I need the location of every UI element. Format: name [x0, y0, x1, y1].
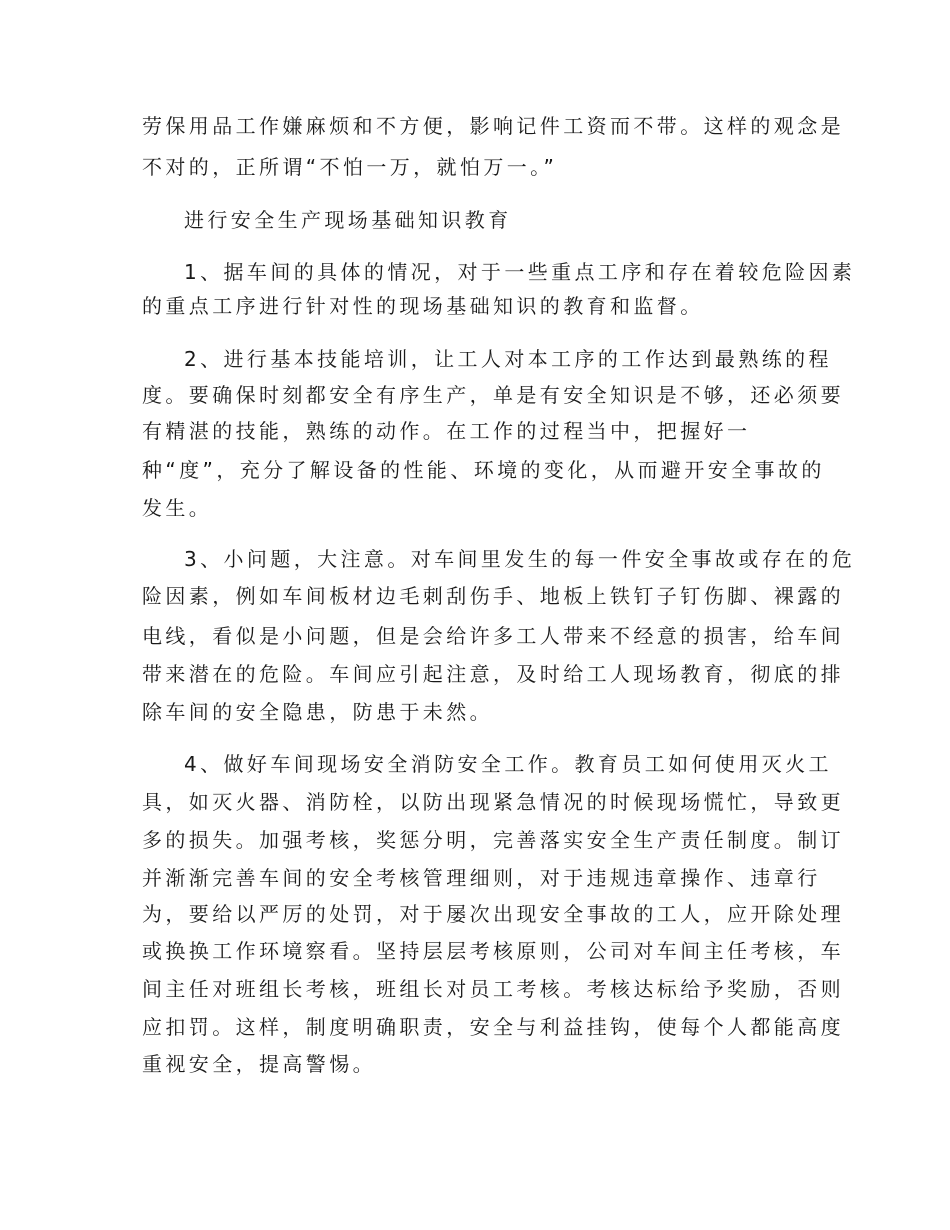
paragraph-line: 不对的，正所谓“不怕一万，就怕万一。” [142, 155, 558, 179]
paragraph-line: 电线，看似是小问题，但是会给许多工人带来不经意的损害，给车间 [142, 624, 844, 648]
paragraph-line: 有精湛的技能，熟练的动作。在工作的过程当中，把握好一 [142, 419, 751, 443]
section-heading: 进行安全生产现场基础知识教育 [184, 208, 512, 232]
paragraph-line: 并渐渐完善车间的安全考核管理细则，对于违规违章操作、违章行 [142, 866, 821, 890]
paragraph-line: 种“度”，充分了解设备的性能、环境的变化，从而避开安全事故的 [142, 458, 825, 482]
paragraph-line: 发生。 [142, 496, 213, 520]
paragraph-line: 具，如灭火器、消防栓，以防出现紧急情况的时候现场慌忙，导致更 [142, 790, 844, 814]
paragraph-line: 险因素，例如车间板材边毛刺刮伤手、地板上铁钉子钉伤脚、裸露的 [142, 584, 844, 608]
paragraph-line: 4、做好车间现场安全消防安全工作。教育员工如何使用灭火工 [184, 752, 832, 776]
paragraph-line: 多的损失。加强考核，奖惩分明，完善落实安全生产责任制度。制订 [142, 828, 844, 852]
paragraph-line: 重视安全，提高警惕。 [142, 1052, 376, 1076]
paragraph-line: 间主任对班组长考核，班组长对员工考核。考核达标给予奖励，否则 [142, 977, 844, 1001]
paragraph-line: 劳保用品工作嫌麻烦和不方便，影响记件工资而不带。这样的观念是 [142, 114, 844, 138]
paragraph-line: 的重点工序进行针对性的现场基础知识的教育和监督。 [142, 294, 704, 318]
paragraph-line: 2、进行基本技能培训，让工人对本工序的工作达到最熟练的程 [184, 347, 832, 371]
paragraph-line: 度。要确保时刻都安全有序生产，单是有安全知识是不够，还必须要 [142, 383, 844, 407]
paragraph-line: 3、小问题，大注意。对车间里发生的每一件安全事故或存在的危 [184, 547, 856, 571]
paragraph-line: 带来潜在的危险。车间应引起注意，及时给工人现场教育，彻底的排 [142, 662, 844, 686]
paragraph-line: 应扣罚。这样，制度明确职责，安全与利益挂钩，使每个人都能高度 [142, 1015, 844, 1039]
paragraph-line: 除车间的安全隐患，防患于未然。 [142, 700, 493, 724]
paragraph-line: 1、据车间的具体的情况，对于一些重点工序和存在着较危险因素 [184, 260, 856, 284]
paragraph-line: 或换换工作环境察看。坚持层层考核原则，公司对车间主任考核，车 [142, 939, 844, 963]
paragraph-line: 为，要给以严厉的处罚，对于屡次出现安全事故的工人，应开除处理 [142, 902, 844, 926]
